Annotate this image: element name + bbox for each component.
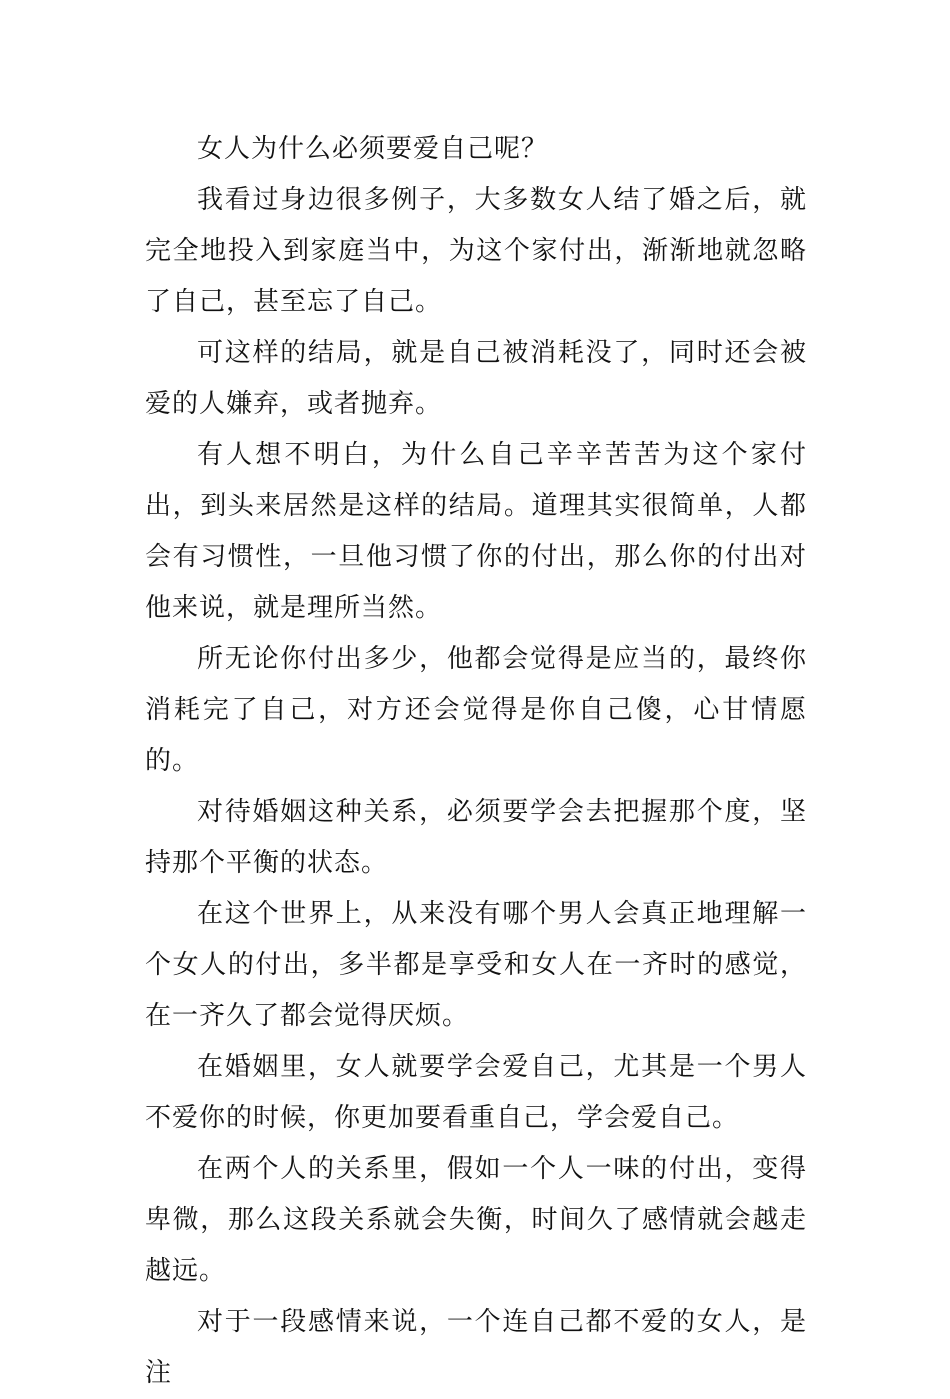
article-body [145,124,807,1399]
paragraph-3: 可这样的结局，就是自己被消耗没了，同时还会被爱的人嫌弃，或者抛弃。 [145,338,807,419]
paragraph-1: 女人为什么必须要爱自己呢？ [197,134,549,164]
paragraph-5: 所无论你付出多少，他都会觉得是应当的，最终你消耗完了自己，对方还会觉得是你自己傻，心甘情愿的。 [145,644,807,776]
paragraph-10: 对于一段感情来说，一个连自己都不爱的女人，是注 [145,1307,807,1388]
paragraph-2: 我看过身边很多例子，大多数女人结了婚之后，就完全地投入到家庭当中，为这个家付出，渐渐地就忽略了自己，甚至忘了自己。 [145,185,807,317]
paragraph-7: 在这个世界上，从来没有哪个男人会真正地理解一个女人的付出，多半都是享受和女人在一齐时的感觉，在一齐久了都会觉得厌烦。 [145,899,807,1031]
paragraph-6: 对待婚姻这种关系，必须要学会去把握那个度，坚持那个平衡的状态。 [145,797,807,878]
paragraph-9: 在两个人的关系里，假如一个人一味的付出，变得卑微，那么这段关系就会失衡，时间久了感情就会越走越远。 [145,1154,807,1286]
paragraph-8: 在婚姻里，女人就要学会爱自己，尤其是一个男人不爱你的时候，你更加要看重自己，学会爱自己。 [145,1052,807,1133]
paragraph-4: 有人想不明白，为什么自己辛辛苦苦为这个家付出，到头来居然是这样的结局。道理其实很简单，人都会有习惯性，一旦他习惯了你的付出，那么你的付出对他来说，就是理所当然。 [145,440,807,623]
